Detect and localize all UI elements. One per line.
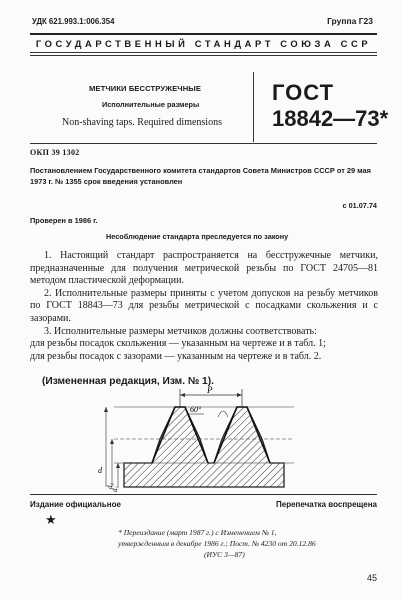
okp-code: ОКП 39 1302 [30,148,80,157]
group-code: Группа Г23 [327,16,373,26]
title-ru: МЕТЧИКИ БЕССТРУЖЕЧНЫЕ [89,84,202,93]
paragraph-3b: для резьбы посадок с зазорами — указанным на чертеже и в табл. 2. [30,350,322,362]
reprint-notice: Перепечатка воспрещена [276,500,377,509]
gost-label: ГОСТ [272,80,335,105]
footer-rule [30,494,377,495]
diameter-d-label: d [98,466,102,475]
law-notice: Несоблюдение стандарта преследуется по закону [106,232,289,241]
title-ru-subtitle: Исполнительные размеры [102,100,200,109]
effective-date: с 01.07.74 [342,201,377,210]
page-number: 45 [366,573,377,583]
amendment-note: (Измененная редакция, Изм. № 1). [42,376,214,387]
thread-profile-diagram [94,385,306,492]
pitch-label: P [207,385,213,395]
top-rule [30,33,377,35]
paragraph-3: 3. Исполнительные размеры метчиков должны соответствовать: [44,325,317,337]
angle-label: 60° [190,405,202,414]
official-edition: Издание официальное [30,500,121,509]
title-bottom-rule [30,143,377,144]
reissue-line-3: (ИУС 3—87) [204,550,245,559]
header-rule-1 [30,52,377,53]
paragraph-2: 2. Исполнительные размеры приняты с учетом допусков на резьбу метчиков по ГОСТ 18843—73 для резьбы метрической с посадками скольжения и с зазорами. [30,287,378,324]
reissue-line-1: * Переиздание (март 1987 г.) с Изменением № 1, [118,528,277,537]
paragraph-1: 1. Настоящий стандарт распространяется на бесстружечные метчики, предназначенные для получения метрической резьбы по ГОСТ 24705—81 методом пластической деформации. [30,250,378,287]
paragraph-3a: для резьбы посадок скольжения — указанным на чертеже и в табл. 1; [30,338,326,350]
header-rule-2 [30,55,377,56]
gost-number: 18842—73* [272,106,389,131]
star-icon: ★ [45,512,57,527]
reissue-note [118,527,378,560]
standard-heading: ГОСУДАРСТВЕННЫЙ СТАНДАРТ СОЮЗА ССР [35,38,372,49]
title-en: Non-shaving taps. Required dimensions [62,117,222,128]
diameter-d2-label: d₂ [106,483,114,489]
reissue-line-2: утвержденным в декабре 1986 г.; Пост. № 4230 от 20.12.86 [118,539,316,548]
udk-code: УДК 621.993.1:006.354 [32,17,115,26]
diameter-d1-label: d₁ [111,486,119,492]
checked-year: Проверен в 1986 г. [30,216,98,225]
body-text [30,250,378,363]
decree-text: Постановлением Государственного комитета стандартов Совета Министров СССР от 29 мая 1973 г. № 1355 срок введения установлен [30,166,371,186]
